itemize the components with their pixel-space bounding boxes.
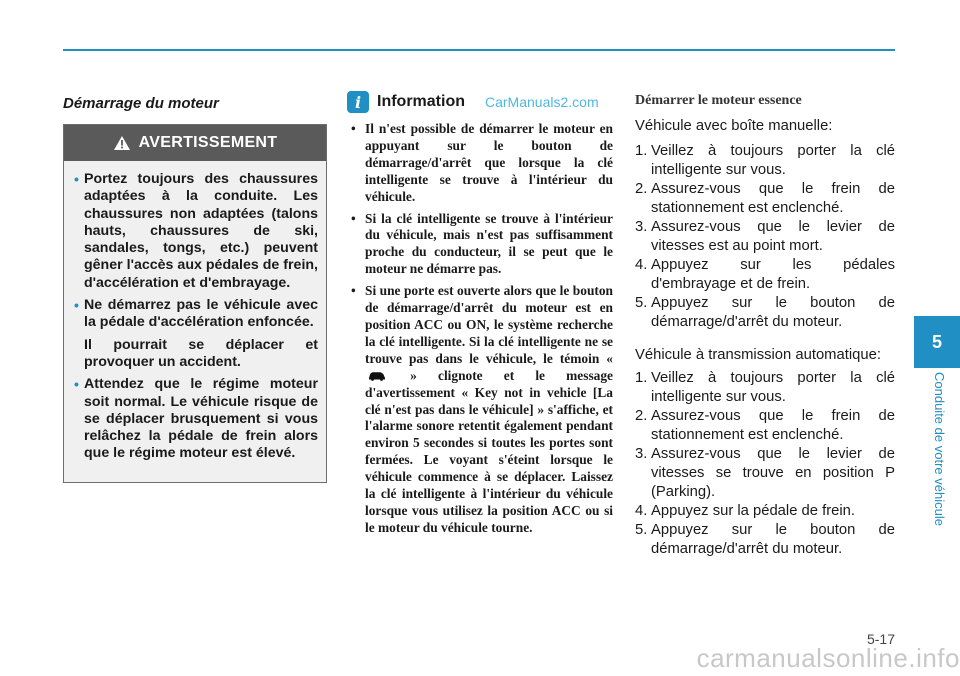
manual-intro: Véhicule avec boîte manuelle:	[635, 118, 833, 134]
footer-watermark: carmanualsonline.info	[696, 643, 960, 673]
info-item-text: Il n'est possible de démarrer le moteur en appuyant sur le bouton de démarrage/d'arrêt que lorsque la clé intelligente se trouve à l'intérieur du véhicule.	[365, 121, 613, 204]
step-number: 4.	[635, 503, 648, 519]
middle-column	[347, 91, 613, 542]
automatic-step	[635, 502, 895, 521]
warning-item	[74, 376, 318, 462]
step-number: 3.	[635, 446, 648, 462]
warning-item-subtext: Il pourrait se déplacer et provoquer un accident.	[84, 336, 318, 370]
warning-item	[74, 171, 318, 292]
warning-item	[74, 297, 318, 332]
left-column	[63, 95, 327, 483]
step-text: Assurez-vous que le levier de vitesses se trouve en position P (Parking).	[651, 446, 895, 500]
automatic-step	[635, 407, 895, 445]
warning-box	[63, 124, 327, 483]
chapter-tab: 5	[914, 316, 960, 368]
info-item-text: Si la clé intelligente se trouve à l'intérieur du véhicule, mais n'est pas suffisamment proche du conducteur, il se peut que le moteur ne démarre pas.	[365, 210, 613, 277]
info-item	[347, 283, 613, 537]
manual-step	[635, 142, 895, 180]
manual-step	[635, 294, 895, 332]
bullet-icon: •	[74, 376, 79, 393]
procedure-text	[635, 117, 895, 559]
automatic-intro: Véhicule à transmission automatique:	[635, 347, 881, 363]
step-text: Assurez-vous que le frein de stationnement est enclenché.	[651, 181, 895, 216]
step-text: Appuyez sur le bouton de démarrage/d'arrêt du moteur.	[651, 295, 895, 330]
step-text: Appuyez sur la pédale de frein.	[651, 503, 855, 519]
bullet-icon: •	[351, 283, 356, 299]
info-item	[347, 121, 613, 206]
warning-body	[64, 161, 326, 482]
bullet-icon: •	[74, 171, 79, 187]
automatic-step	[635, 445, 895, 502]
step-number: 5.	[635, 522, 648, 538]
automatic-step	[635, 521, 895, 559]
warning-item-text: Attendez que le régime moteur soit normal. Le véhicule risque de se déplacer brusquement si vous relâchez la pédale de frein alors que le régime moteur est élevé.	[84, 376, 318, 462]
manual-step	[635, 180, 895, 218]
bullet-icon: •	[74, 297, 79, 314]
top-rule	[63, 49, 895, 51]
step-text: Assurez-vous que le frein de stationnement est enclenché.	[651, 408, 895, 443]
info-list	[347, 121, 613, 537]
automatic-step	[635, 369, 895, 407]
info-icon: i	[347, 91, 369, 113]
warning-triangle-icon	[113, 135, 131, 151]
step-text: Assurez-vous que le levier de vitesses est au point mort.	[651, 219, 895, 254]
chapter-title: Conduite de votre véhicule	[932, 372, 947, 526]
step-text: Veillez à toujours porter la clé intelligente sur vous.	[651, 143, 895, 178]
warning-heading: AVERTISSEMENT	[138, 134, 278, 151]
step-number: 1.	[635, 143, 648, 159]
bullet-icon: •	[351, 121, 356, 136]
warning-item-text: Portez toujours des chaussures adaptées à la conduite. Les chaussures non adaptées (talons hauts, chaussures de ski, sandales, tongs, etc.) peuvent gêner l'accès aux pédales de frein, d'accélération et d'embrayage.	[84, 171, 318, 291]
info-item-text-after-icon: » clignote et le message d'avertissement « Key not in vehicle [La clé n'est pas dans le véhicule] » s'affiche, et l'alarme sonore retentit également pendant environ 5 secondes si toutes les portes sont fermées. Le voyant s'éteint lorsque le véhicule commence à se déplacer. Laissez la clé intelligente à l'intérieur du véhicule lorsque vous utilisez la position ACC ou si le moteur du véhicule tourne.	[365, 367, 613, 535]
right-column	[635, 93, 895, 559]
step-text: Appuyez sur les pédales d'embrayage et de frein.	[651, 257, 895, 292]
warning-header	[64, 125, 326, 161]
step-number: 3.	[635, 219, 648, 235]
info-item-text-before-icon: Si une porte est ouverte alors que le bouton de démarrage/d'arrêt du moteur est en position ACC ou ON, le système recherche la clé intelligente. Si la clé intelligente ne se trouve pas dans le véhicule, le témoin «	[365, 283, 613, 366]
page-number: 5-17	[866, 631, 895, 647]
info-header	[347, 91, 613, 113]
step-number: 5.	[635, 295, 648, 311]
info-item-text	[365, 283, 613, 537]
section-title: Démarrage du moteur	[63, 95, 219, 112]
step-number: 2.	[635, 408, 648, 424]
info-item	[347, 211, 613, 279]
watermark-text: CarManuals2.com	[485, 94, 599, 110]
manual-step	[635, 256, 895, 294]
step-text: Veillez à toujours porter la clé intelligente sur vous.	[651, 370, 895, 405]
step-text: Appuyez sur le bouton de démarrage/d'arrêt du moteur.	[651, 522, 895, 557]
bullet-icon: •	[351, 210, 356, 226]
subsection-title: Démarrer le moteur essence	[635, 93, 802, 108]
step-number: 1.	[635, 370, 648, 386]
step-number: 2.	[635, 181, 648, 197]
info-title: Information	[377, 93, 465, 110]
manual-step	[635, 218, 895, 256]
warning-item-text: Ne démarrez pas le véhicule avec la pédale d'accélération enfoncée.	[84, 297, 318, 331]
car-key-icon	[367, 370, 387, 381]
step-number: 4.	[635, 257, 648, 273]
